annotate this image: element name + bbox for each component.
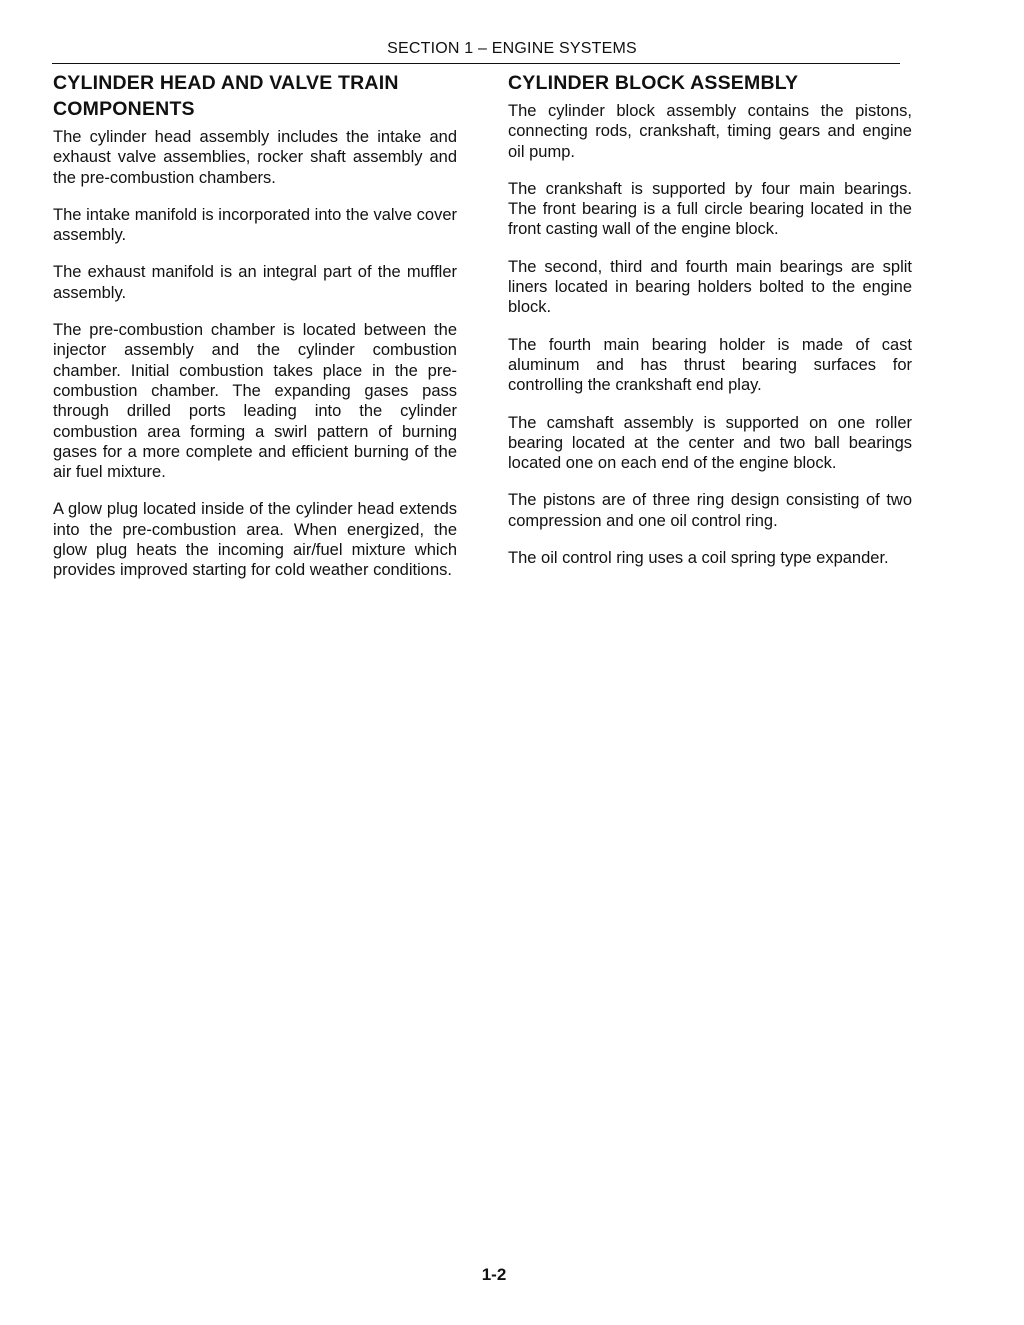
right-paragraph-6: The pistons are of three ring design consisting of two compression and one oil control ring.	[508, 491, 912, 530]
right-column	[508, 70, 912, 585]
left-column	[53, 70, 457, 598]
left-paragraph-5: A glow plug located inside of the cylinder head extends into the pre-combustion area. When energized, the glow plug heats the incoming air/fuel mixture which provides improved starting for cold weather conditions.	[53, 500, 457, 580]
page-number: 1-2	[481, 1265, 507, 1284]
left-paragraph-4: The pre-combustion chamber is located between the injector assembly and the cylinder combustion chamber. Initial combustion takes place in the pre-combustion chamber. The expanding gases pass through drilled ports leading into the cylinder combustion area forming a swirl pattern of burning gases for a more complete and efficient burning of the air fuel mixture.	[53, 321, 457, 482]
left-paragraph-3: The exhaust manifold is an integral part of the muffler assembly.	[53, 263, 457, 302]
right-paragraph-4: The fourth main bearing holder is made of cast aluminum and has thrust bearing surfaces for controlling the crankshaft end play.	[508, 335, 912, 395]
header-rule	[52, 63, 900, 64]
section-header: SECTION 1 – ENGINE SYSTEMS	[387, 40, 637, 57]
left-column-heading	[53, 70, 457, 122]
left-paragraph-1: The cylinder head assembly includes the intake and exhaust valve assemblies, rocker shaft assembly and the pre-combustion chambers.	[53, 128, 457, 187]
left-paragraph-2: The intake manifold is incorporated into the valve cover assembly.	[53, 205, 457, 245]
right-paragraph-2: The crankshaft is supported by four main bearings. The front bearing is a full circle bearing located in the front casting wall of the engine block.	[508, 179, 912, 239]
right-paragraph-5: The camshaft assembly is supported on one roller bearing located at the center and two ball bearings located one on each end of the engine block.	[508, 413, 912, 473]
right-paragraph-7: The oil control ring uses a coil spring type expander.	[508, 549, 889, 568]
left-heading-line-1: CYLINDER HEAD AND VALVE TRAIN	[53, 72, 399, 94]
right-paragraph-3: The second, third and fourth main bearings are split liners located in bearing holders bolted to the engine block.	[508, 257, 912, 317]
left-heading-line-2: COMPONENTS	[53, 98, 195, 120]
right-paragraph-1: The cylinder block assembly contains the pistons, connecting rods, crankshaft, timing gears and engine oil pump.	[508, 102, 912, 161]
right-column-heading: CYLINDER BLOCK ASSEMBLY	[508, 72, 799, 94]
